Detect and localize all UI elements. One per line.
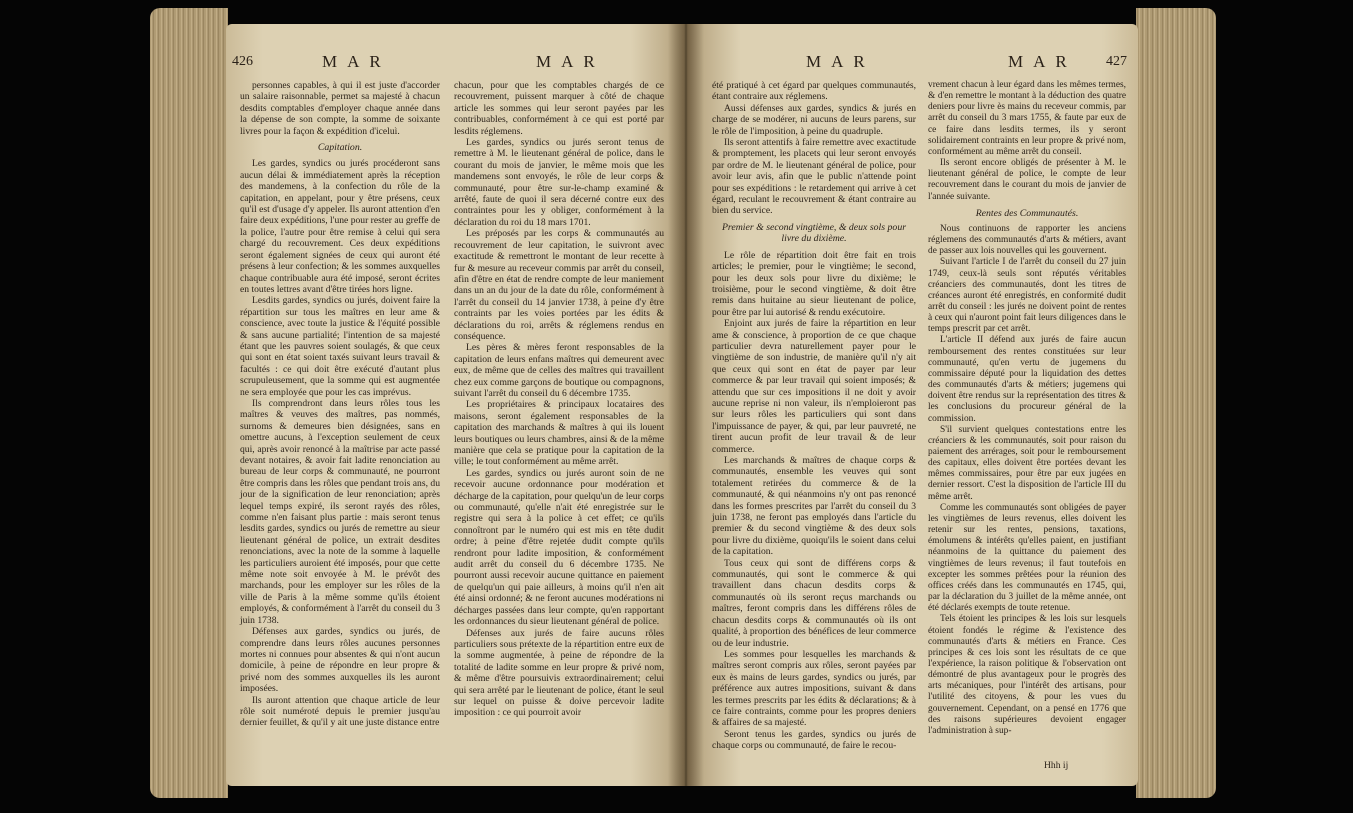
paragraph: Les préposés par les corps & communautés au recouvrement de leur capitation, le suivront avec exactitude & remettront le montant de leur recette à fur & mesure au receveur commis par arrêt du conseil, afin d'être en état de rendre compte de leur maniement dans un an du jour de la date du rôle, conformément à l'arrêt du conseil du 14 janvier 1738, à peine d'y être contraints par les voies portées par les édits & déclarations du roi, arrêts & réglemens rendus en conséquence. (454, 228, 664, 342)
section-heading: Premier & second vingtième, & deux sols pour livre du dixième. (721, 221, 907, 245)
paragraph: Suivant l'article I de l'arrêt du conseil du 27 juin 1749, ceux-là seuls sont réputés véritables créanciers des communautés, dont les titres de créances auront été enregistrés, en conformité dudit arrêt du conseil : les jurés ne doivent point de rentes à ceux qui n'auront point fait leurs diligences dans le temps prescrit par cet arrêt. (928, 257, 1126, 335)
paragraph: S'il survient quelques contestations entre les créanciers & les communautés, soit pour raison du paiement des arrérages, soit pour le remboursement des capitaux, elles doivent être portées devant les mêmes commissaires, pour être par eux jugées en dernier ressort. C'est la disposition de l'article III du même arrêt. (928, 424, 1126, 502)
paragraph: Les sommes pour lesquelles les marchands & maîtres seront compris aux rôles, seront payées par eux ès mains de leurs gardes, syndics ou jurés, par préférence aux autres impositions, suivant & dans les termes prescrits par les édits & déclarations; & à ce faire contraints, comme pour les propres deniers & affaires de sa majesté. (712, 648, 916, 729)
left-page-edges (150, 8, 228, 798)
paragraph: Tels étoient les principes & les lois sur lesquels étoient fondés le régime & l'existence des communautés d'arts & métiers en France. Ces principes & ces lois sont les résultats de ce que l'expérience, la raison politique & l'observation ont démontré de plus avantageux pour le progrès des arts mécaniques, pour l'intérêt des artisans, pour l'utilité des citoyens, & pour les vues du gouvernement. Cependant, on a pensé en 1776 que des raisons supérieures devoient engager l'administration à sup- (928, 614, 1126, 736)
paragraph: Les gardes, syndics ou jurés seront tenus de remettre à M. le lieutenant général de police, dans le courant du mois de janvier, le même mois que les mandemens sont envoyés, le rôle de leur corps & communauté, pour être sur-le-champ examiné & arrêté, faute de quoi il sera décerné contre eux des contraintes pour les y obliger, conformément à la déclaration du roi du 18 mars 1701. (454, 137, 664, 228)
section-heading: Rentes des Communautés. (975, 207, 1079, 219)
paragraph: chacun, pour que les comptables chargés de ce recouvrement, puissent marquer à côté de chaque article les sommes qui leur seront payées par les contribuables, conformément à ce qui est porté par lesdits réglemens. (454, 80, 664, 137)
right-page (686, 24, 1138, 786)
paragraph: vrement chacun à leur égard dans les mêmes termes, & d'en remettre le montant à la déduction des quatre deniers pour livre ès mains du receveur commis, par arrêt du conseil du 3 mars 1755, & faute par eux de ce faire dans lesdits termes, ils y seront solidairement contraints en leur propre & privé nom, conformément au même arrêt du conseil. (928, 80, 1126, 157)
paragraph: Ils auront attention que chaque article de leur rôle soit numéroté depuis le premier jusqu'au dernier feuillet, & qu'il y ait une juste distance entre (240, 694, 440, 729)
running-head: MAR (322, 52, 391, 71)
paragraph: Défenses aux gardes, syndics ou jurés, de comprendre dans leurs rôles aucunes personnes mortes ni connues pour absentes & qui n'ont aucun domicile, à peine de répondre en leur propre & privé nom des sommes auxquelles ils les auront imposées. (240, 626, 440, 695)
page-number: 426 (232, 54, 253, 69)
paragraph: Le rôle de répartition doit être fait en trois articles; le premier, pour le vingtième; le second, pour les deux sols pour livre du dixième; le troisième, pour le second vingtième, & doit être remis dans huitaine au sieur lieutenant de police, pour être par lui autorisé & rendu exécutoire. (712, 249, 916, 318)
paragraph: Les pères & mères feront responsables de la capitation de leurs enfans maîtres qui demeurent avec eux, de même que de celles des maîtres qui travaillent chez eux comme garçons de boutique ou compagnons, suivant l'arrêt du conseil du 6 décembre 1735. (454, 342, 664, 399)
paragraph: Enjoint aux jurés de faire la répartition en leur ame & conscience, à proportion de ce que chaque particulier devra naturellement payer pour le vingtième de son industrie, de manière qu'il n'y ait que ceux qui sont en état de payer par leur commerce & par leur travail qui soient imposés; & attendu que sur ces impositions il ne doit y avoir aucune reprise ni non valeur, ils n'emploieront pas sur leurs rôles les particuliers qui sont dans l'impuissance de payer, & qui, par leur pauvreté, ne tirent aucun profit de leur travail & de leur commerce. (712, 318, 916, 455)
paragraph: L'article II défend aux jurés de faire aucun remboursement des rentes constituées sur leur communauté, qu'en vertu de jugemens du commissaire député pour la liquidation des dettes des communautés d'arts & métiers; jugemens qui doivent être rendus sur la représentation des titres & les conclusions du procureur général de la commission. (928, 335, 1126, 424)
paragraph: Les gardes, syndics ou jurés auront soin de ne recevoir aucune ordonnance pour modération et décharge de la capitation, pour quelqu'un de leur corps ou communauté, qu'elle n'ait été enregistrée sur le registre qui sera à la police à cet effet; ce qu'ils connoîtront par le numéro qui est mis en tête dudit ordre; à peine d'être rejetée dudit compte qu'ils rendront pour ladite imposition, & conformément audit arrêt du conseil du 6 décembre 1735. Ne pourront aussi recevoir aucune quittance en paiement de quelqu'un qui paie ailleurs, à moins qu'il n'en ait été ainsi ordonné; & ne feront aucunes modérations ni décharges passées dans leur compte, qu'en rapportant les ordonnances du sieur lieutenant général de police. (454, 467, 664, 628)
paragraph: Comme les communautés sont obligées de payer les vingtièmes de leurs revenus, elles doivent les retenir sur les rentes, pensions, taxations, émolumens & intérêts qu'elles paient, en justifiant néanmoins de la quittance du paiement des vingtièmes de leurs revenus; il faut toutefois en excepter les sommes prêtées pour la réunion des offices créés dans les communautés en 1745, qui, par la déclaration du 3 juillet de la même année, ont été déclarés exempts de toute retenue. (928, 502, 1126, 614)
page-number: 427 (1106, 54, 1127, 69)
paragraph: Ils seront attentifs à faire remettre avec exactitude & promptement, les placets qui leur seront envoyés par ordre de M. le lieutenant général de police, pour avoir leur avis, afin que le public n'attende point pour ses expéditions : le retardement qui arrive à cet égard, reculant le recouvrement & étant contraire au bien du service. (712, 137, 916, 217)
paragraph: Nous continuons de rapporter les anciens réglemens des communautés d'arts & métiers, avant de passer aux lois nouvelles qui les gouvernent. (928, 223, 1126, 257)
running-head: MAR (1008, 52, 1077, 71)
running-head: MAR (536, 52, 605, 71)
paragraph: Tous ceux qui sont de différens corps & communautés, qui sont le commerce & qui travaillent dans chacun desdits corps & communautés où ils seront reçus marchands ou maîtres, feront compris dans les différens rôles de chacun desdits corps & communautés où ils ont qualité, à proportion des bénéfices de leur commerce ou de leur industrie. (712, 557, 916, 649)
running-head: MAR (806, 52, 875, 71)
right-page-edges (1136, 8, 1216, 798)
paragraph: Aussi défenses aux gardes, syndics & jurés en charge de se modérer, ni aucuns de leurs parens, sur le rôle de l'imposition, à peine du quadruple. (712, 102, 916, 137)
text-column (454, 80, 664, 719)
paragraph: personnes capables, à qui il est juste d'accorder un salaire raisonnable, permet sa majesté à chacun desdits comptables d'employer chaque année dans la dépense de son compte, la somme de soixante livres pour la façon & expédition d'iceluì. (240, 80, 440, 137)
text-column (712, 80, 916, 752)
book-gutter (668, 24, 704, 786)
text-column (928, 80, 1126, 737)
paragraph: Ils comprendront dans leurs rôles tous les maîtres & veuves des maîtres, pas nommés, surnoms & demeures bien désignées, sans en omettre aucuns, à l'exception seulement de ceux qui, après avoir renoncé à la maîtrise par acte passé devant notaires, & avoir fait ladite renonciation au bureau de leur corps & communauté, ne pourront être compris dans les rôles que pendant trois ans, du jour de la signification de leur renonciation; après lequel temps expiré, ils seront rayés des rôles, comme n'en faisant plus partie : mais seront tenus lesdits gardes, syndics ou jurés de remettre au sieur lieutenant général de police, un extrait desdites renonciations, avec la note de la somme à laquelle les particuliers auroient été imposés, pour que cette même note soit envoyée à M. le prévôt des marchands, pour les employer sur les rôles de la ville de Paris à la même somme qu'ils étoient employés, & conformément à l'arrêt du conseil du 3 juin 1738. (240, 397, 440, 626)
section-heading: Capitation. (317, 142, 363, 154)
paragraph: Les gardes, syndics ou jurés procéderont sans aucun délai & immédiatement après la réception des mandemens, à la confection du rôle de la capitation, en appelant, pour y être présens, ceux qu'il est d'usage d'y appeler. Ils auront attention d'en faire deux expéditions, l'une pour rester au greffe de la police, l'autre pour être remise à celui qui sera chargé du recouvrement. Ces deux expéditions seront également signées de ceux qui auront été présens à leur confection; & les sommes auxquelles chaque contribuable aura été imposé, seront écrites en toutes lettres avant d'être tirées hors ligne. (240, 158, 441, 295)
paragraph: Les marchands & maîtres de chaque corps & communautés, ensemble les veuves qui sont totalement retirées du commerce & de la communauté, & qui néanmoins n'y ont pas renoncé dans les formes prescrites par l'arrêt du conseil du 3 juin 1738, ne feront pas employés dans l'article du premier & du second vingtième & des deux sols pour livre du dixième, quoiqu'ils le soient dans celui de la capitation. (712, 455, 916, 558)
text-column (240, 80, 440, 729)
left-page (226, 24, 686, 786)
signature-mark: Hhh ij (1044, 760, 1069, 771)
paragraph: Seront tenus les gardes, syndics ou jurés de chaque corps ou communauté, de faire le recou- (712, 728, 916, 752)
paragraph: Défenses aux jurés de faire aucuns rôles particuliers sous prétexte de la répartition entre eux de la somme augmentée, à peine de répondre de la totalité de ladite somme en leur propre & privé nom, & même d'être poursuivis extraordinairement; celui qui sera arrêté par le lieutenant de police, étant le seul sur lequel on puisse & doive percevoir ladite imposition : ce qui pourroit avoir (454, 627, 664, 719)
paragraph: Lesdits gardes, syndics ou jurés, doivent faire la répartition sur tous les maîtres en leur ame & conscience, avec toute la justice & l'équité possible & sans aucune partialité; l'intention de sa majesté étant que les pauvres soient soulagés, & que ceux qui sont en état soient taxés suivant leurs travail & facultés : ce qui doit être exécuté d'autant plus scrupuleusement, que la somme qui est augmentée ne sera employée que pour les cas imprévus. (240, 295, 440, 398)
paragraph: été pratiqué à cet égard par quelques communautés, étant contraire aux réglemens. (712, 80, 916, 103)
paragraph: Les propriétaires & principaux locataires des maisons, seront également responsables de la capitation des marchands & maîtres à qui ils louent leurs boutiques ou leurs chambres, ainsi & de la même manière que cela se pratique pour la capitation de la ville; le tout conformément au même arrêt. (454, 399, 664, 468)
paragraph: Ils seront encore obligés de présenter à M. le lieutenant général de police, le compte de leur recouvrement dans le courant du mois de janvier de l'année suivante. (928, 158, 1126, 202)
